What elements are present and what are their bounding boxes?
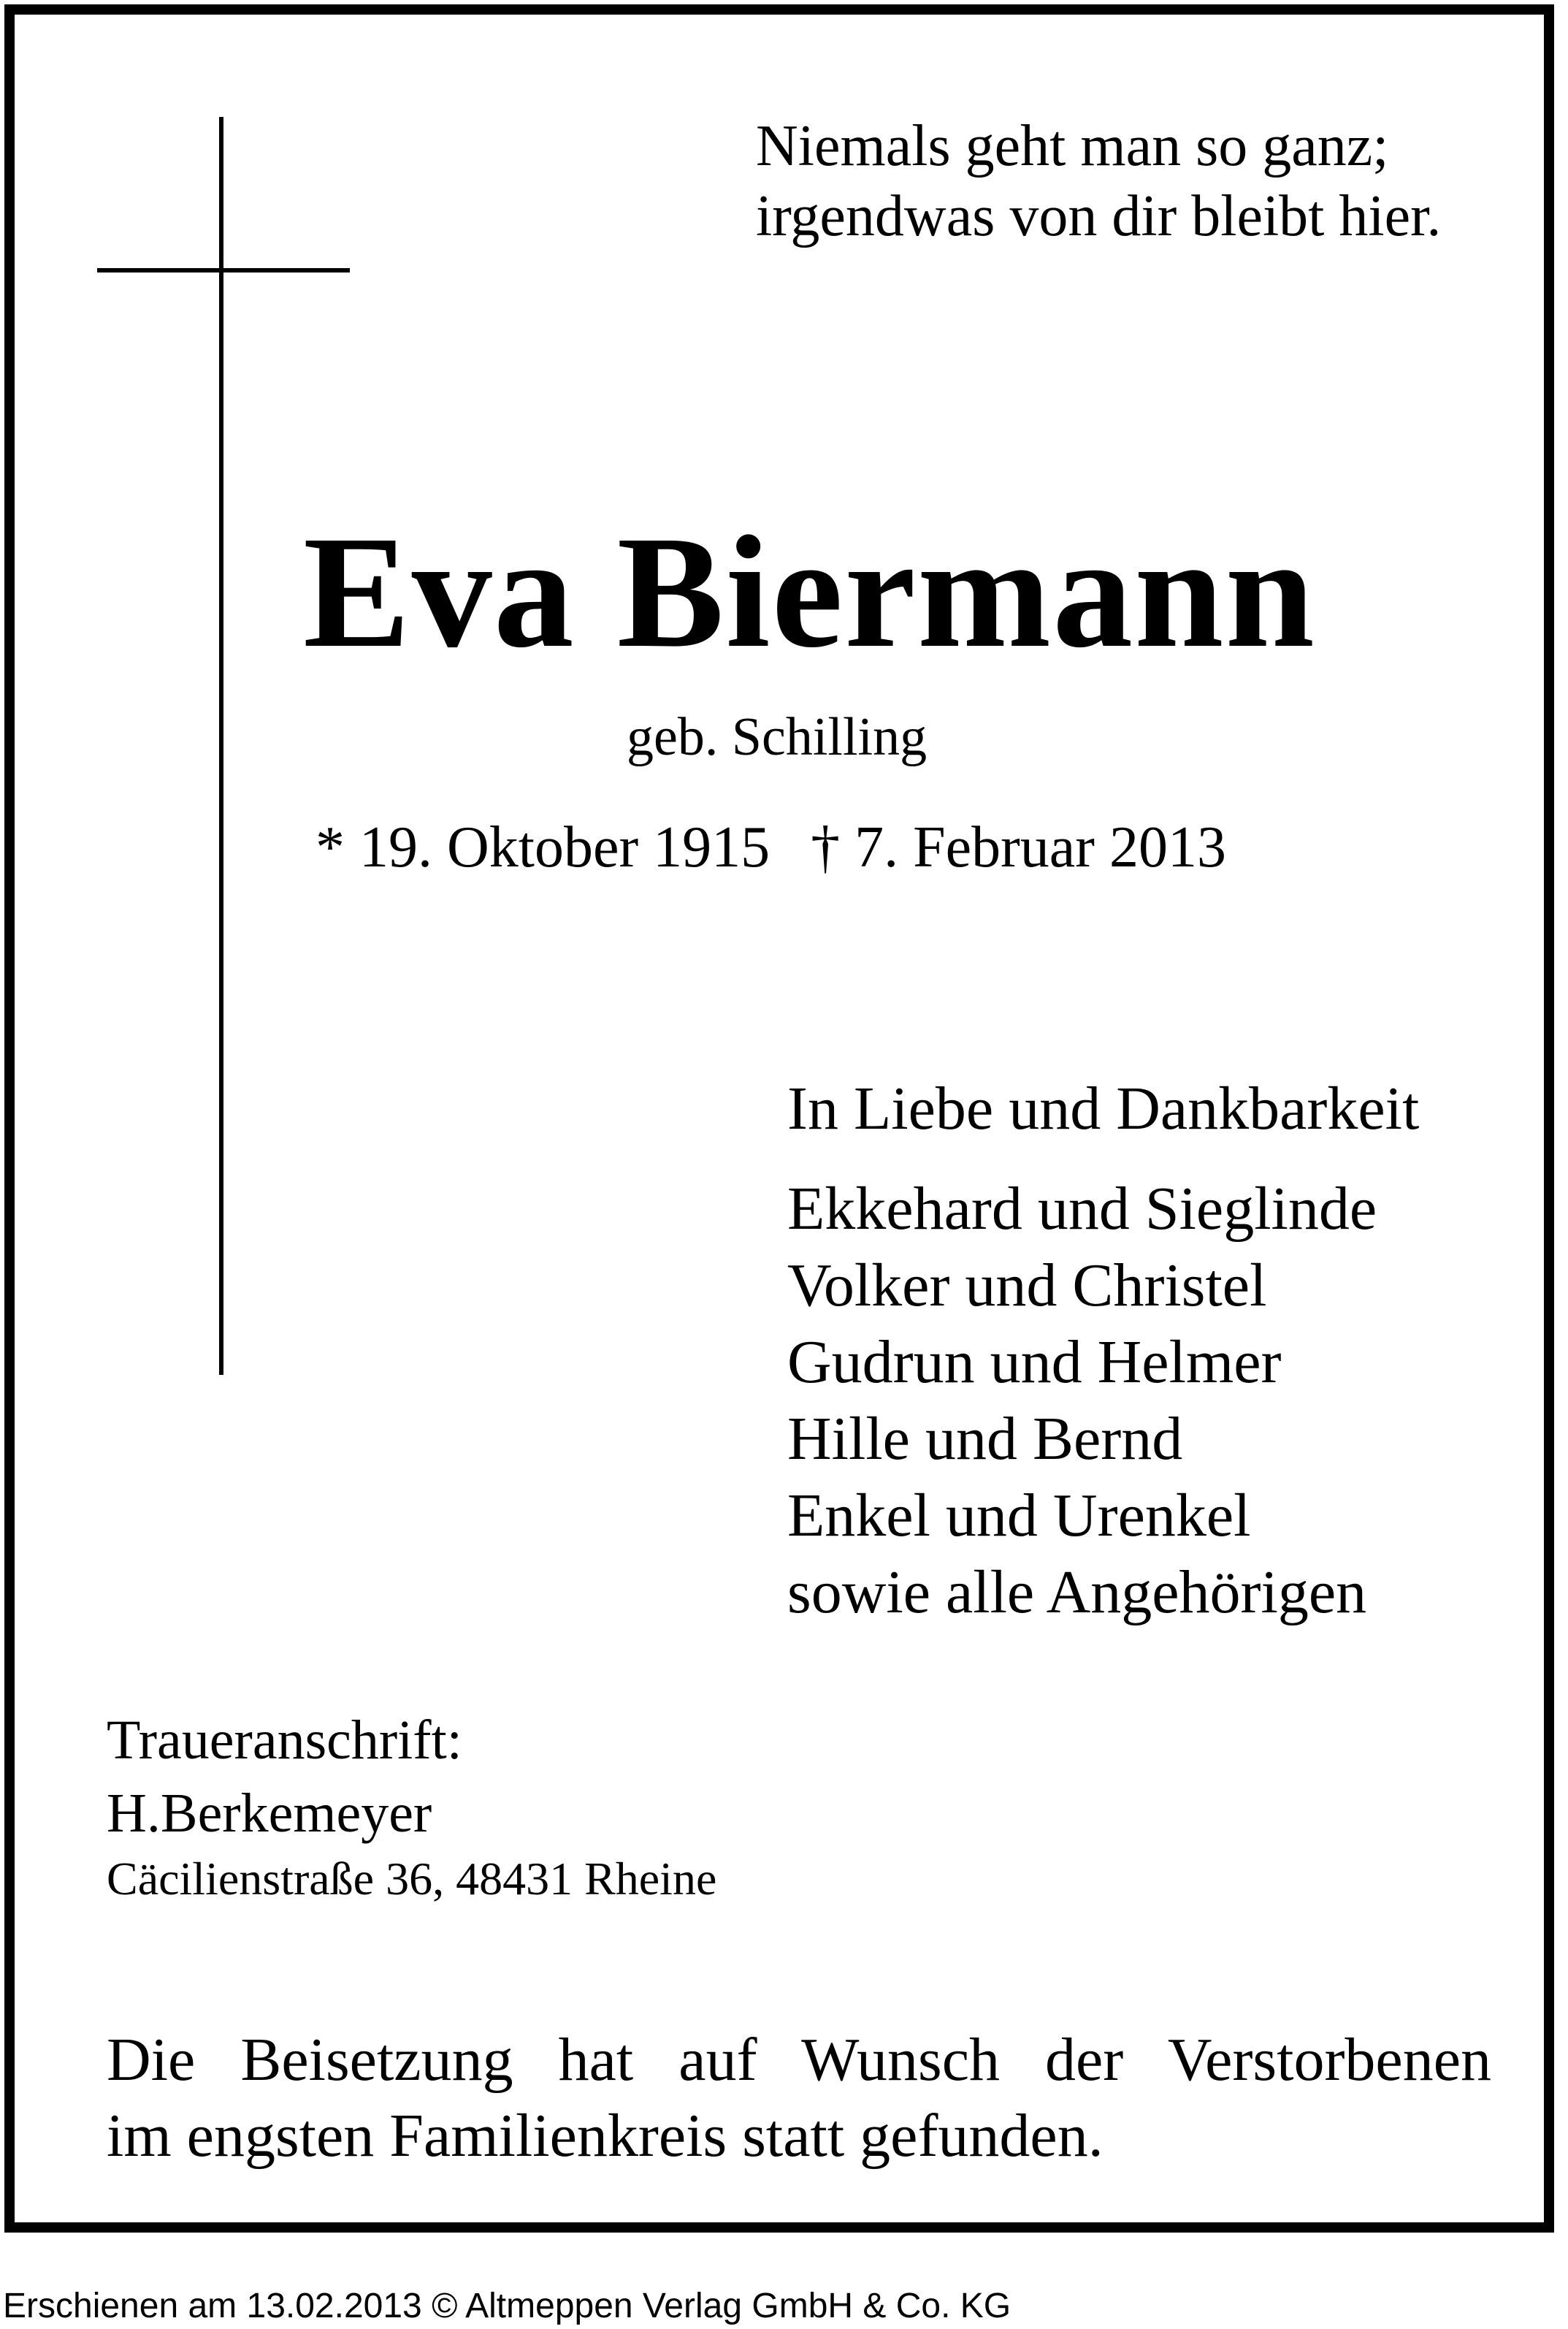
quote-line: irgendwas von dir bleibt hier. bbox=[756, 184, 1442, 248]
mourner: Volker und Christel bbox=[787, 1251, 1267, 1319]
address-heading: Traueranschrift: bbox=[107, 1709, 462, 1771]
mourners-list bbox=[787, 1170, 1377, 1631]
mourner: Enkel und Urenkel bbox=[787, 1482, 1251, 1550]
obituary-frame bbox=[4, 4, 1554, 2233]
mourner: sowie alle Angehörigen bbox=[787, 1558, 1367, 1626]
notice-line: Die Beisetzung hat auf Wunsch der Verstorbenen bbox=[107, 2026, 1491, 2094]
address-name: H.Berkemeyer bbox=[107, 1783, 432, 1844]
quote bbox=[756, 111, 1441, 251]
cross-icon bbox=[219, 117, 223, 1375]
quote-line: Niemals geht man so ganz; bbox=[756, 114, 1389, 178]
dedication: In Liebe und Dankbarkeit bbox=[787, 1075, 1420, 1143]
maiden-name: geb. Schilling bbox=[627, 707, 928, 767]
mourner: Ekkehard und Sieglinde bbox=[787, 1175, 1377, 1243]
death-date: † 7. Februar 2013 bbox=[811, 815, 1226, 880]
mourner: Gudrun und Helmer bbox=[787, 1328, 1282, 1396]
address-street: Cäcilienstraße 36, 48431 Rheine bbox=[107, 1853, 717, 1905]
birth-date: * 19. Oktober 1915 bbox=[315, 815, 770, 880]
cross-bar bbox=[97, 268, 350, 272]
notice-line: im engsten Familienkreis statt gefunden. bbox=[107, 2102, 1104, 2170]
burial-notice bbox=[107, 2022, 1491, 2174]
deceased-name: Eva Biermann bbox=[303, 503, 1316, 681]
life-dates bbox=[315, 812, 1226, 883]
mourner: Hille und Bernd bbox=[787, 1405, 1183, 1473]
publication-footer: Erschienen am 13.02.2013 © Altmeppen Verlag GmbH & Co. KG bbox=[3, 2287, 1011, 2325]
